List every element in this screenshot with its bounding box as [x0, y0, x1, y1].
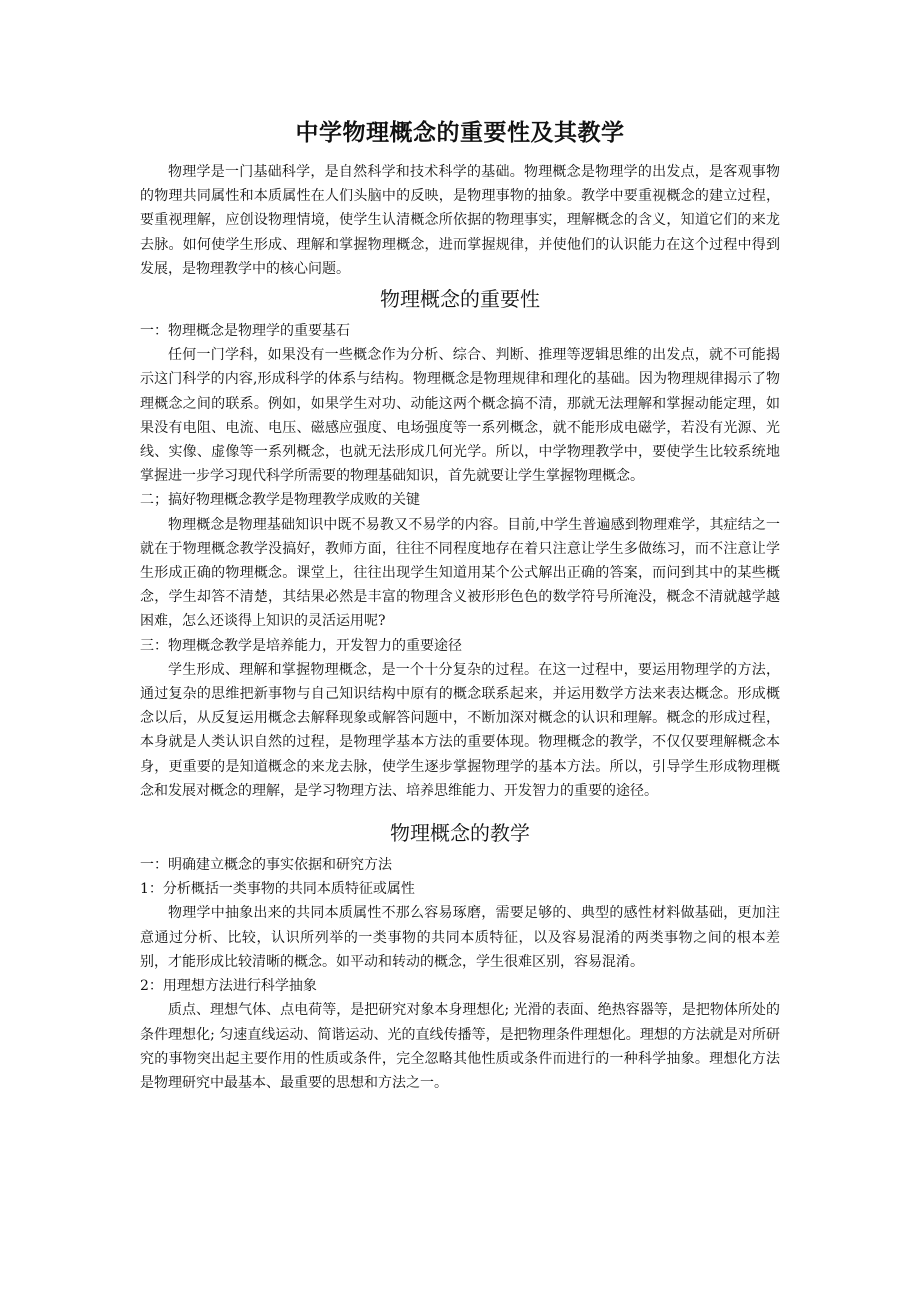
point-body-2: 物理概念是物理基础知识中既不易教又不易学的内容。目前,中学生普遍感到物理难学，其症结之一就在于物理概念教学没搞好，教师方面，往往不同程度地存在着只注意让学生多做练习，而不注意让学生形成正确的物理概念。课堂上，往往出现学生知道用某个公式解出正确的答案，而问到其中的某些概念，学生却答不清楚，其结果必然是丰富的物理含义被形形色色的数学符号所淹没，概念不清就越学越困难，怎么还谈得上知识的灵活运用呢? — [140, 516, 780, 630]
point-body-1: 任何一门学科，如果没有一些概念作为分析、综合、判断、推理等逻辑思维的出发点，就不可能揭示这门科学的内容,形成科学的体系与结构。物理概念是物理规律和理化的基础。因为物理规律揭示了物理概念之间的联系。例如，如果学生对功、动能这两个概念搞不清，那就无法理解和掌握动能定理，如果没有电阻、电流、电压、磁感应强度、电场强度等一系列概念，就不能形成电磁学，若没有光源、光线、实像、虚像等一系列概念，也就无法形成几何光学。所以，中学物理教学中，要使学生比较系统地掌握进一步学习现代科学所需要的物理基础知识，首先就要让学生掌握物理概念。 — [140, 347, 780, 485]
point-heading-3: 三：物理概念教学是培养能力，开发智力的重要途径 — [140, 637, 462, 654]
section-title-importance: 物理概念的重要性 — [380, 287, 540, 312]
subpoint-heading-2: 2：用理想方法进行科学抽象 — [140, 978, 317, 995]
point-heading-1: 一：物理概念是物理学的重要基石 — [140, 323, 350, 340]
document-title: 中学物理概念的重要性及其教学 — [295, 119, 625, 146]
subpoint-body-1: 物理学中抽象出来的共同本质属性不那么容易琢磨，需要足够的、典型的感性材料做基础，更加注意通过分析、比较，认识所列举的一类事物的共同本质特征，以及容易混淆的两类事物之间的根本差别，才能形成比较清晰的概念。如平动和转动的概念，学生很难区别，容易混淆。 — [140, 905, 780, 970]
intro-paragraph: 物理学是一门基础科学，是自然科学和技术科学的基础。物理概念是物理学的出发点，是客观事物的物理共同属性和本质属性在人们头脑中的反映，是物理事物的抽象。教学中要重视概念的建立过程，要重视理解，应创设物理情境，使学生认清概念所依据的物理事实，理解概念的含义，知道它们的来龙去脉。如何使学生形成、理解和掌握物理概念，进而掌握规律，并使他们的认识能力在这个过程中得到发展，是物理教学中的核心问题。 — [140, 164, 780, 277]
subpoint-heading-1: 1：分析概括一类事物的共同本质特征或属性 — [140, 881, 415, 898]
point-heading-2: 二；搞好物理概念教学是物理教学成败的关键 — [140, 492, 420, 509]
subpoint-body-2: 质点、理想气体、点电荷等，是把研究对象本身理想化; 光滑的表面、绝热容器等，是把物体所处的条件理想化; 匀速直线运动、简谐运动、光的直线传播等，是把物理条件理想化。理想的方法就是对所研究的事物突出起主要作用的性质或条件，完全忽略其他性质或条件而进行的一种科学抽象。理想化方法是物理研究中最基本、最重要的思想和方法之一。 — [140, 1002, 780, 1091]
point-body-3: 学生形成、理解和掌握物理概念，是一个十分复杂的过程。在这一过程中，要运用物理学的方法，通过复杂的思维把新事物与自己知识结构中原有的概念联系起来，并运用数学方法来表达概念。形成概念以后，从反复运用概念去解释现象或解答问题中，不断加深对概念的认识和理解。概念的形成过程，本身就是人类认识自然的过程，是物理学基本方法的重要体现。物理概念的教学，不仅仅要理解概念本身，更重要的是知道概念的来龙去脉，使学生逐步掌握物理学的基本方法。所以，引导学生形成物理概念和发展对概念的理解，是学习物理方法、培养思维能力、开发智力的重要的途径。 — [140, 661, 780, 799]
teaching-heading: 一：明确建立概念的事实依据和研究方法 — [140, 857, 392, 874]
section-title-teaching: 物理概念的教学 — [390, 821, 530, 846]
